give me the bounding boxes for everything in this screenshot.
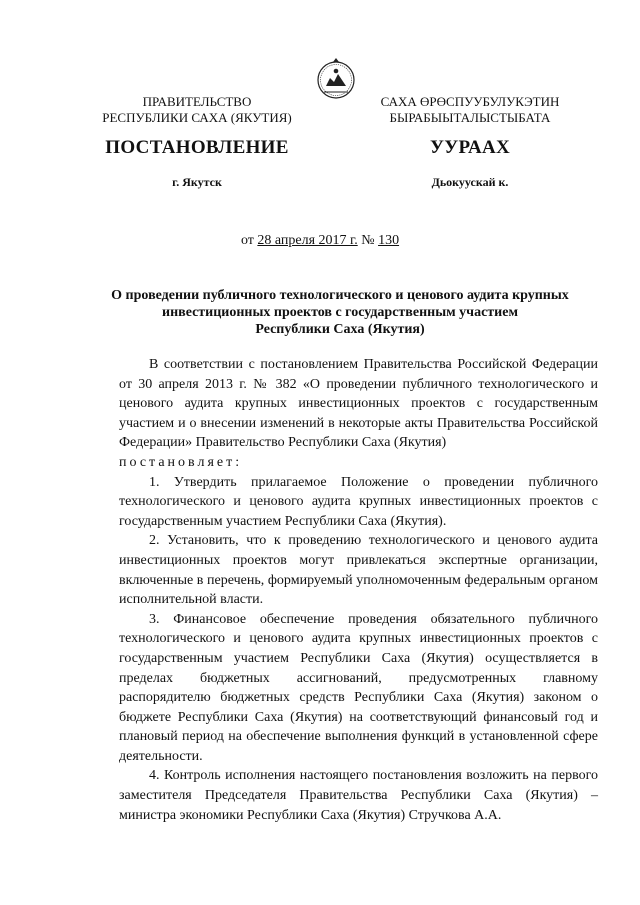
- document-date: 28 апреля 2017 г.: [257, 233, 358, 248]
- city-sakha: Дьокуускай к.: [431, 175, 509, 189]
- header-left: [92, 94, 302, 126]
- header-right: [365, 94, 575, 126]
- title-line2: инвестиционных проектов с государственным участием: [162, 305, 518, 320]
- header-right-line1: САХА ӨРӨСПУУБУЛУКЭТИН: [380, 94, 560, 109]
- header-left-line1: ПРАВИТЕЛЬСТВО: [142, 94, 252, 109]
- sakha-emblem-icon: [316, 56, 356, 106]
- header-left-line2: РЕСПУБЛИКИ САХА (ЯКУТИЯ): [102, 110, 292, 125]
- date-prefix: от: [240, 233, 254, 248]
- doc-type-sakha: УУРААХ: [429, 137, 511, 158]
- city-russian: г. Якутск: [172, 175, 222, 189]
- item-2: 2. Установить, что к проведению технологического и ценового аудита инвестиционных проектов могут привлекаться экспертные организации, включенные в перечень, формируемый уполномоченным федеральным органом исполнительной власти.: [119, 533, 598, 608]
- title-line1: О проведении публичного технологического и ценового аудита крупных: [111, 288, 569, 303]
- intro-paragraph: В соответствии с постановлением Правительства Российской Федерации от 30 апреля 2013 г. № 382 «О проведении публичного технологического и ценового аудита крупных инвестиционных проектов с государственным участием и о внесении изменений в некоторые акты Правительства Российской Федерации» Правительство Республики Саха (Якутия): [119, 357, 598, 451]
- number-prefix: №: [361, 233, 375, 248]
- doc-type-russian: ПОСТАНОВЛЕНИЕ: [105, 137, 289, 158]
- document-number: 130: [378, 233, 400, 248]
- header-right-line2: БЫРАБЫЫТАЛЫСТЫБАТА: [389, 110, 551, 125]
- item-1: 1. Утвердить прилагаемое Положение о проведении публичного технологического и ценового аудита крупных инвестиционных проектов с государственным участием Республики Саха (Якутия).: [119, 474, 598, 529]
- document-title: [80, 287, 600, 338]
- date-number-line: [0, 233, 640, 249]
- item-4: 4. Контроль исполнения настоящего постановления возложить на первого заместителя Председателя Правительства Республики Саха (Якутия) – министра экономики Республики Саха (Якутия) Стручкова А.А.: [119, 768, 598, 823]
- decree-word: постановляет:: [119, 454, 243, 470]
- document-body: [119, 355, 598, 825]
- item-3: 3. Финансовое обеспечение проведения обязательного публичного технологического и ценового аудита крупных инвестиционных проектов с государственным участием Республики Саха (Якутия) осуществляется в пределах бюджетных ассигнований, предусмотренных главному распорядителю бюджетных средств Республики Саха (Якутия) законом о бюджете Республики Саха (Якутия) на соответствующий финансовый год и плановый период на обеспечение выполнения функций в установленной сфере деятельности.: [119, 611, 598, 764]
- title-line3: Республики Саха (Якутия): [255, 322, 425, 337]
